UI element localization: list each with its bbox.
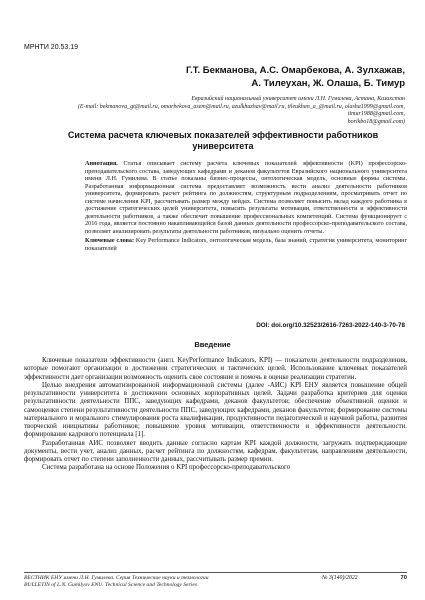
affiliation-line: Евразийский национальный университет имени Л.Н. Гумилева, Астана, Казахстан [191, 96, 405, 102]
issue-number: № 3(140)/2022 [322, 575, 358, 581]
body-text [24, 357, 407, 473]
journal-name-ru: ВЕСТНИК ЕНУ имени Л.Н. Гумилева. Серия Технические науки и технологии [24, 575, 209, 581]
title-line: университета [192, 141, 254, 151]
journal-name-en: BULLETIN of L.N. Gumilyov ENU. Technical Science and Technology Series [24, 581, 197, 588]
affiliation-block [75, 96, 405, 126]
keywords-text: Key Performance Indicators, онтологическая модель, база знаний, стратегия университета, мониторинг показателей [85, 237, 408, 252]
body-paragraph: Целью внедрения автоматизированной информационной системы (далее -АИС) KPI ЕНУ является повышение общей результативности университета в достижении основных корпоративных целей. Задачи разработка критериев для оценки результативности деятельности ППС, заведующих кафедрами, деканов факультетов; обеспечение объективной оценки и самооценки степени результативности деятельности ППС, заведующих кафедрами, деканов факультетов; формирование системы материального и морального стимулирования роста квалификации, продуктивности педагогической и научной работы, развития творческой инициативы работников; повышение уровня мотивации, ответственности и эффективности деятельности. формирование кадрового потенциала [1]. [24, 381, 407, 439]
article-title [40, 130, 406, 152]
title-line: Система расчета ключевых показателей эффективности работников [67, 130, 379, 140]
journal-name [24, 575, 209, 589]
doi-link[interactable]: DOI: doi.org/10.32523/2616-7263-2022-140-3-70-78 [256, 322, 405, 329]
authors-block [105, 64, 405, 90]
authors-line: А. Тилеухан, Ж. Олаша, Б. Тимур [251, 78, 405, 89]
authors-line: Г.Т. Бекманова, А.С. Омарбекова, А. Зулхажав, [185, 65, 405, 76]
abstract-label: Аннотация. [85, 160, 118, 167]
keywords-label: Ключевые слова: [85, 237, 135, 244]
udk-code: МРНТИ 20.53.19 [24, 44, 79, 51]
body-paragraph: Разработанная АИС позволяет вводить данные согласно картам KPI каждой должности, загружать подтверждающие документы, вести учет, анализ данных, расчет рейтинга по должностям, кафедрам, факультетам, направлениям деятельности, формировать отчет по степени заполненности данных, рассчитывать размер премии. [24, 439, 407, 463]
introduction-heading: Введение [194, 340, 231, 349]
footer-divider [24, 572, 407, 573]
page-number: 70 [400, 575, 407, 581]
abstract-text: Статья описывает систему расчета ключевых показателей эффективности (KPI) профессорско-преподавательского состава, заведующих кафедрами и деканов факультетов Евразийского национального университета имени Л.Н. Гумилева. В статье показаны бизнес-процессы, онтологическая модель, основные формы системы. Разработанная информационная система предоставляет возможность вести анализ деятельности работников университета, формировать расчет рейтинга по должностям, структурным подразделениям, просматривать отчет по системе начисления KPI, рассчитывать размер между нейдах. Система позволяет повысить вклад каждого работника в достижение стратегических целей университета, повысить результаты мотивации, ответственности и эффективности деятельности работников, а также обеспечит повышение профессиональных компетенций. Система функционирует с 2016 года, является постоянно накапливающейся базой данных деятельности профессорско-преподавательского состава, позволяет анализировать результаты деятельности работников, визуально оценить отчеты. [85, 160, 408, 235]
body-paragraph: Ключевые показатели эффективности (англ. KeyPerformance Indicators, KPI) — показатели деятельности подразделения, которые помогают организации в достижении стратегических и тактических целей. Использование ключевых показателей эффективности дает организации возможность оценить свое состояние и помочь в оценке реализации стратегии. [24, 357, 407, 381]
affiliation-emails-cont: borikbo18@gmail.com) [347, 118, 405, 125]
body-paragraph: Система разработана на основе Положения о KPI профессорско-преподавательского [42, 464, 291, 472]
abstract-block [85, 160, 407, 252]
affiliation-emails: (E-mail: bekmanova_gt@mail.ru, omarbekova_asem@mail.ru, azulkhazhav@mail.ru, tileukhan_a_@mail.ru, olasha1999@gmail.com, timur1988@gmail.com, [77, 103, 405, 118]
